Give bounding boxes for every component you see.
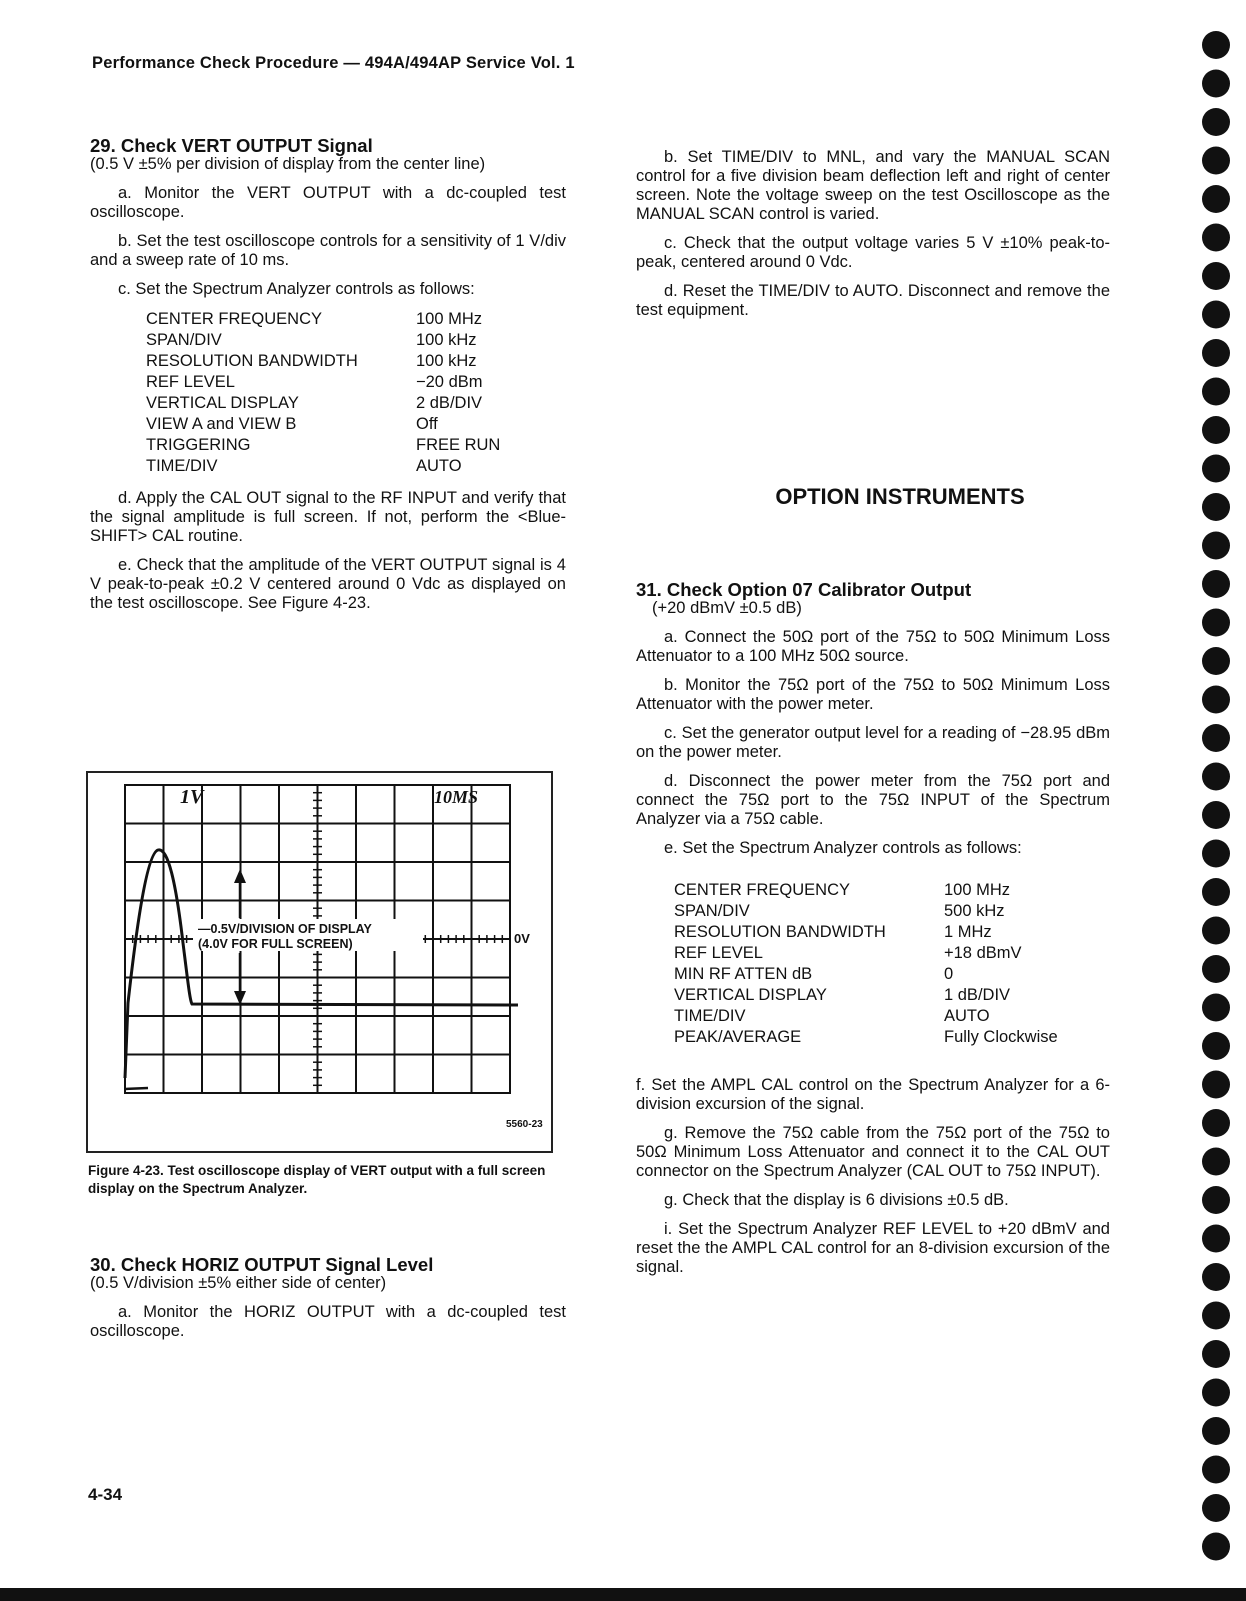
- setting-row: [146, 435, 500, 456]
- step-31f: f. Set the AMPL CAL control on the Spectrum Analyzer for a 6-division excursion of the signal.: [636, 1076, 1110, 1113]
- right-column-top: [636, 148, 1110, 330]
- binder-hole: [1202, 801, 1230, 829]
- setting-row: [146, 309, 500, 330]
- running-header: Performance Check Procedure — 494A/494AP Service Vol. 1: [92, 54, 575, 72]
- setting-name: VERTICAL DISPLAY: [146, 394, 299, 412]
- binder-hole: [1202, 1186, 1230, 1214]
- section-29-subtitle: (0.5 V ±5% per division of display from the center line): [90, 155, 486, 173]
- setting-row: [146, 393, 500, 414]
- setting-value: 100 kHz: [416, 331, 477, 349]
- binder-hole: [1202, 1302, 1230, 1330]
- step-30a: a. Monitor the HORIZ OUTPUT with a dc-coupled test oscilloscope.: [90, 1303, 566, 1340]
- left-column: [90, 136, 566, 623]
- figure-id: 5560-23: [506, 1119, 543, 1130]
- setting-name: CENTER FREQUENCY: [674, 881, 851, 899]
- setting-name: TIME/DIV: [146, 457, 218, 475]
- binder-hole: [1202, 609, 1230, 637]
- setting-value: +18 dBmV: [944, 944, 1022, 962]
- step-29a: a. Monitor the VERT OUTPUT with a dc-coupled test oscilloscope.: [90, 184, 566, 221]
- step-31i: i. Set the Spectrum Analyzer REF LEVEL to +20 dBmV and reset the the AMPL CAL control for an 8-division excursion of the signal.: [636, 1220, 1110, 1276]
- setting-name: VERTICAL DISPLAY: [674, 986, 827, 1004]
- binder-hole: [1202, 416, 1230, 444]
- binder-hole: [1202, 1109, 1230, 1137]
- binder-hole: [1202, 224, 1230, 252]
- section-31-subtitle: (+20 dBmV ±0.5 dB): [652, 599, 802, 617]
- binder-hole: [1202, 1148, 1230, 1176]
- setting-value: 100 kHz: [416, 352, 477, 370]
- binder-holes: [1186, 0, 1246, 1601]
- setting-row: [146, 351, 500, 372]
- binder-hole: [1202, 301, 1230, 329]
- setting-name: CENTER FREQUENCY: [146, 310, 323, 328]
- scope-time-label: 10MS: [434, 787, 479, 807]
- setting-name: REF LEVEL: [674, 944, 763, 962]
- setting-value: AUTO: [416, 457, 462, 475]
- setting-row: [146, 456, 500, 477]
- binder-hole: [1202, 1533, 1230, 1561]
- setting-name: RESOLUTION BANDWIDTH: [146, 352, 358, 370]
- setting-value: Off: [416, 415, 438, 433]
- figure-annotation-line1: —0.5V/DIVISION OF DISPLAY: [198, 922, 372, 936]
- section-29-title: 29. Check VERT OUTPUT Signal: [90, 135, 373, 156]
- setting-row: [674, 922, 1058, 943]
- setting-value: 1 MHz: [944, 923, 992, 941]
- trace-baseline: [125, 1088, 148, 1089]
- step-29b: b. Set the test oscilloscope controls for a sensitivity of 1 V/div and a sweep rate of 10 ms.: [90, 232, 566, 269]
- binder-hole: [1202, 31, 1230, 59]
- setting-name: SPAN/DIV: [146, 331, 222, 349]
- step-31g-remove: g. Remove the 75Ω cable from the 75Ω port of the 75Ω to 50Ω Minimum Loss Attenuator and connect it to the CAL OUT connector on the Spectrum Analyzer (CAL OUT to 75Ω INPUT).: [636, 1124, 1110, 1180]
- setting-row: [674, 943, 1058, 964]
- step-31d: d. Disconnect the power meter from the 75Ω port and connect the 75Ω port to the 75Ω INPUT of the Spectrum Analyzer via a 75Ω cable.: [636, 772, 1110, 828]
- oscilloscope-graticule: [88, 773, 551, 1151]
- settings-table-31: [674, 880, 1058, 1048]
- setting-value: 100 MHz: [416, 310, 483, 328]
- step-31e: e. Set the Spectrum Analyzer controls as follows:: [664, 839, 1022, 857]
- binder-hole: [1202, 1340, 1230, 1368]
- binder-hole: [1202, 1456, 1230, 1484]
- binder-hole: [1202, 878, 1230, 906]
- setting-value: 100 MHz: [944, 881, 1011, 899]
- figure-annotation-line2: (4.0V FOR FULL SCREEN): [198, 937, 353, 951]
- step-31c: c. Set the generator output level for a reading of −28.95 dBm on the power meter.: [636, 724, 1110, 761]
- signal-trace: [125, 850, 518, 1078]
- page-number: 4-34: [88, 1485, 123, 1504]
- binder-hole: [1202, 1263, 1230, 1291]
- binder-hole: [1202, 108, 1230, 136]
- binder-hole: [1202, 185, 1230, 213]
- step-31a: a. Connect the 50Ω port of the 75Ω to 50Ω Minimum Loss Attenuator to a 100 MHz 50Ω source.: [636, 628, 1110, 665]
- setting-value: AUTO: [944, 1007, 990, 1025]
- binder-hole: [1202, 532, 1230, 560]
- zero-volt-label: 0V: [514, 931, 530, 946]
- binder-hole: [1202, 686, 1230, 714]
- option-instruments-heading: OPTION INSTRUMENTS: [775, 484, 1025, 509]
- setting-name: TRIGGERING: [146, 436, 251, 454]
- binder-hole: [1202, 763, 1230, 791]
- section-31-title: 31. Check Option 07 Calibrator Output: [636, 579, 972, 600]
- setting-name: PEAK/AVERAGE: [674, 1028, 802, 1046]
- binder-hole: [1202, 339, 1230, 367]
- scan-edge: [0, 1588, 1246, 1601]
- binder-hole: [1202, 1225, 1230, 1253]
- setting-row: [674, 901, 1058, 922]
- left-column-lower: [90, 1255, 566, 1351]
- binder-hole: [1202, 262, 1230, 290]
- binder-hole: [1202, 1071, 1230, 1099]
- binder-hole: [1202, 378, 1230, 406]
- step-30d: d. Reset the TIME/DIV to AUTO. Disconnect and remove the test equipment.: [636, 282, 1110, 319]
- setting-name: REF LEVEL: [146, 373, 235, 391]
- setting-name: TIME/DIV: [674, 1007, 746, 1025]
- setting-row: [674, 1006, 1058, 1027]
- setting-row: [146, 372, 500, 393]
- setting-value: Fully Clockwise: [944, 1028, 1058, 1046]
- binder-hole: [1202, 994, 1230, 1022]
- setting-value: 2 dB/DIV: [416, 394, 483, 412]
- step-31b: b. Monitor the 75Ω port of the 75Ω to 50Ω Minimum Loss Attenuator with the power meter.: [636, 676, 1110, 713]
- setting-value: FREE RUN: [416, 436, 501, 454]
- binder-hole: [1202, 1379, 1230, 1407]
- section-30-title: 30. Check HORIZ OUTPUT Signal Level: [90, 1254, 434, 1275]
- scope-volts-label: 1V: [180, 786, 204, 808]
- setting-value: 0: [944, 965, 954, 983]
- setting-name: MIN RF ATTEN dB: [674, 965, 813, 983]
- setting-name: RESOLUTION BANDWIDTH: [674, 923, 886, 941]
- setting-value: 500 kHz: [944, 902, 1005, 920]
- binder-hole: [1202, 840, 1230, 868]
- settings-table-29: [146, 309, 500, 477]
- figure-caption: Figure 4-23. Test oscilloscope display of VERT output with a full screen display on the Spectrum Analyzer.: [88, 1163, 546, 1196]
- binder-hole: [1202, 455, 1230, 483]
- setting-row: [146, 414, 500, 435]
- setting-row: [674, 985, 1058, 1006]
- section-30-subtitle: (0.5 V/division ±5% either side of center): [90, 1274, 387, 1292]
- figure-4-23: [86, 771, 553, 1153]
- step-31g-check: g. Check that the display is 6 divisions ±0.5 dB.: [664, 1191, 1009, 1209]
- binder-hole: [1202, 493, 1230, 521]
- right-column-lower: [636, 580, 1110, 1287]
- binder-hole: [1202, 724, 1230, 752]
- binder-hole: [1202, 570, 1230, 598]
- setting-name: SPAN/DIV: [674, 902, 750, 920]
- binder-hole: [1202, 1417, 1230, 1445]
- step-29e: e. Check that the amplitude of the VERT OUTPUT signal is 4 V peak-to-peak ±0.2 V centered around 0 Vdc as displayed on the test oscilloscope. See Figure 4-23.: [90, 556, 566, 612]
- step-29d: d. Apply the CAL OUT signal to the RF INPUT and verify that the signal amplitude is full screen. If not, perform the <Blue-SHIFT> CAL routine.: [90, 489, 566, 545]
- setting-value: 1 dB/DIV: [944, 986, 1011, 1004]
- binder-hole: [1202, 70, 1230, 98]
- setting-row: [674, 964, 1058, 985]
- binder-hole: [1202, 917, 1230, 945]
- binder-hole: [1202, 147, 1230, 175]
- binder-hole: [1202, 1032, 1230, 1060]
- setting-row: [146, 330, 500, 351]
- setting-row: [674, 1027, 1058, 1048]
- step-30c: c. Check that the output voltage varies 5 V ±10% peak-to-peak, centered around 0 Vdc.: [636, 234, 1110, 271]
- setting-value: −20 dBm: [416, 373, 483, 391]
- setting-name: VIEW A and VIEW B: [146, 415, 297, 433]
- setting-row: [674, 880, 1058, 901]
- step-30b: b. Set TIME/DIV to MNL, and vary the MANUAL SCAN control for a five division beam deflection left and right of center screen. Note the voltage sweep on the test Oscilloscope as the MANUAL SCAN control is varied.: [636, 148, 1110, 223]
- binder-hole: [1202, 1494, 1230, 1522]
- step-29c: c. Set the Spectrum Analyzer controls as follows:: [118, 280, 475, 298]
- binder-hole: [1202, 955, 1230, 983]
- binder-hole: [1202, 647, 1230, 675]
